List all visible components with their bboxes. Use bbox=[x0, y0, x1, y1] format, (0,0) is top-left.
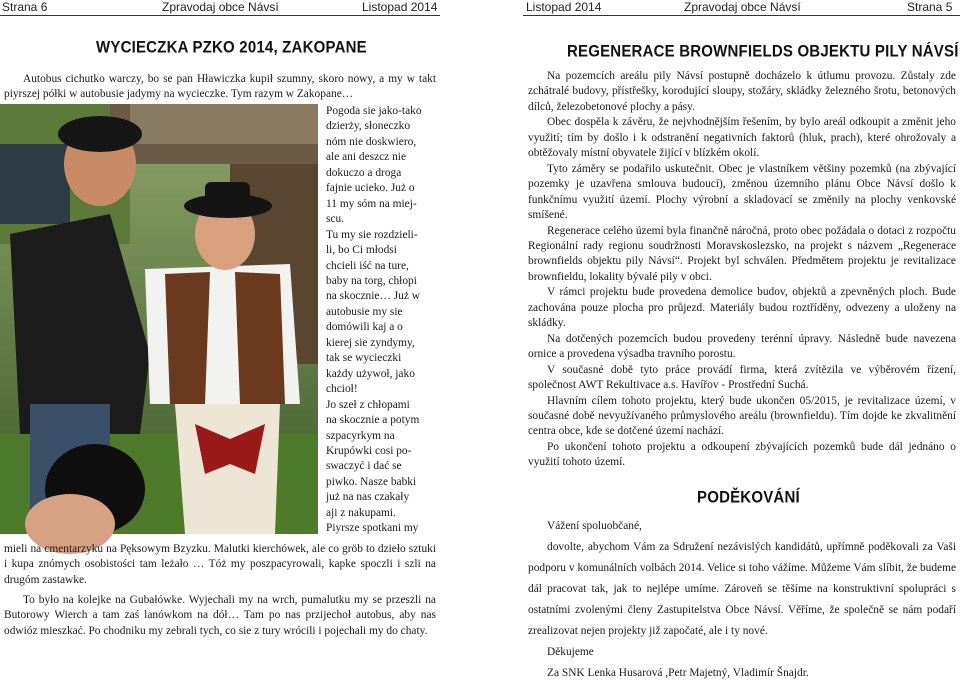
issue-date: Listopad 2014 bbox=[526, 0, 602, 14]
column-line: każdy używoł, jako bbox=[326, 367, 415, 380]
header-rule bbox=[523, 15, 960, 16]
article-title: REGENERACE BROWNFIELDS OBJEKTU PILY NÁVSÍ bbox=[567, 42, 959, 62]
issue-date: Listopad 2014 bbox=[362, 0, 438, 14]
column-line: Jo szeł z chłopami bbox=[326, 398, 410, 411]
running-header bbox=[0, 0, 440, 14]
column-line: chcioł! bbox=[326, 383, 358, 396]
column-line: nóm nie doskwiero, bbox=[326, 135, 417, 148]
article-continuation: mieli na cmentarzyku na Pęksowym Bzyzku. Malutki kierchówek, ale co gröb to dzieło sztuki i kupa znómych osobistości tam leżało … Tóż my poszpacyrowali, kapke spoczli i szli na drugóm zastawke. bbox=[4, 543, 436, 586]
newsletter-page-6 bbox=[0, 0, 440, 657]
article-body bbox=[528, 69, 956, 471]
thanks-body bbox=[528, 516, 956, 684]
article-paragraph: Po ukončení tohoto projektu a odkoupení zbývajících pozemků bude dál jednáno o využití tohoto území. bbox=[528, 440, 956, 469]
article-paragraph: Obec dospěla k závěru, že nejvhodnějším řešením, by bylo areál odkoupit a změnit jeho využití; tím by došlo i k odstranění negativních faktorů (hluk, prach), které ohrožovaly a obtěžovaly místní obyvatele žijící v blízkém okolí. bbox=[528, 116, 956, 160]
publication-name: Zpravodaj obce Návsí bbox=[162, 0, 279, 14]
column-line: już na nas czakały bbox=[326, 491, 410, 504]
column-line: tak se wycieczki bbox=[326, 352, 402, 365]
page-number: Strana 5 bbox=[907, 0, 953, 14]
highlander-photo-image bbox=[0, 104, 318, 534]
article-column bbox=[326, 104, 434, 537]
column-line: piwko. Nasze babki bbox=[326, 475, 417, 488]
article-paragraph: To było na kolejke na Gubałówke. Wyjechali my na wrch, pumalutku my se przeszli na Butorowy Wierch a tam zaś lanówkom na dół… Tam po nas przijechoł autobus, aby nas odwióz mieszkać. Po chodniku my zebrali tych, co sie z tury wrócili i pojechali my do chaty. bbox=[4, 594, 436, 637]
column-line: autobusie my sie bbox=[326, 305, 403, 318]
publication-name: Zpravodaj obce Návsí bbox=[684, 0, 801, 14]
column-line: domówili kaj a o bbox=[326, 321, 403, 334]
thanks-signature: Za SNK Lenka Husarová ,Petr Majetný, Vladimír Šnajdr. bbox=[547, 667, 809, 679]
article-paragraph: Tyto záměry se podařilo uskutečnit. Obec je vlastníkem většiny pozemků (na zbývající pozemky je uzavřena smlouva budoucí), změnou územního plánu Obce Návsí došlo k funkčnímu využití území. Plochy výrobní a skladovací se změnily na plochy venkovské smíšené. bbox=[528, 162, 956, 222]
column-line: Pogoda sie jako-tako bbox=[326, 105, 422, 117]
article-paragraph: Regenerace celého území byla finančně náročná, proto obec požádala o dotaci z rozpočtu Regionální rady regionu soudržnosti Moravskoslezsko, na projekt s názvem „Regenerace brownfields objektu pily Návsí“. Projekt byl schválen. Předmětem projektu je revitalizace brownfieldu, lokality bývalé pily v obci. bbox=[528, 224, 956, 283]
article-photo bbox=[0, 104, 318, 534]
column-line: 11 my sóm na miej- bbox=[326, 197, 417, 210]
column-line: chcieli iść na ture, bbox=[326, 259, 409, 272]
article-paragraph: V současné době tyto práce provádí firma, která zvítězila ve výběrovém řízení, společnost AWT Rekultivace a.s. Havířov - Prostřední Suchá. bbox=[528, 363, 956, 392]
column-line: szpacyrkym na bbox=[326, 429, 395, 442]
column-line: aji z nakupami. bbox=[326, 506, 396, 519]
newsletter-page-5 bbox=[523, 0, 960, 679]
column-line: Piyrsze spotkani my bbox=[326, 522, 419, 535]
column-line: baby na torg, chłopi bbox=[326, 274, 417, 287]
column-line: scu. bbox=[326, 213, 345, 226]
thanks-closing: Děkujeme bbox=[547, 646, 594, 658]
article-title: WYCIECZKA PZKO 2014, ZAKOPANE bbox=[96, 38, 367, 58]
column-line: na skocznie a potym bbox=[326, 414, 420, 427]
column-line: na skocznie… Już w bbox=[326, 290, 420, 303]
article-paragraph: V rámci projektu bude provedena demolice budov, objektů a zpevněných ploch. Bude zachována pouze plocha pro průjezd. Materiály budou roztříděny, odvezeny a uloženy na skládky. bbox=[528, 286, 956, 330]
column-line: kierej sie zyndymy, bbox=[326, 336, 415, 349]
column-line: dokuczo a droga bbox=[326, 166, 402, 179]
column-line: li, bo Ci młodsi bbox=[326, 244, 397, 257]
column-line: dzierży, słoneczko bbox=[326, 120, 411, 133]
article-paragraph: Hlavním cílem tohoto projektu, který bude ukončen 05/2015, je revitalizace území, v současné době nevyužívaného průmyslového areálu (brownfieldu). Tím dojde ke zkvalitnění centra obce, kde se dotčené území nachází. bbox=[528, 394, 956, 438]
thanks-greeting: Vážení spoluobčané, bbox=[547, 520, 642, 532]
thanks-paragraph: dovolte, abychom Vám za Sdružení nezávislých kandidátů, upřímně poděkovali za Vaši podporu v komunálních volbách 2014. Velice si toho vážíme. Můžeme Vám slíbit, že budeme dál pracovat tak, jak to nejlépe umíme. Zároveň se těšíme na konstruktivní spolupráci s ostatními zvolenými členy Zastupitelstva Obce Návsí. Věříme, že společně se nám podaří zrealizovat nejen projekty již započaté, ale i ty nové. bbox=[528, 541, 956, 637]
article-paragraph: Na pozemcích areálu pily Návsí postupně docházelo k útlumu provozu. Zůstaly zde zchátralé budovy, přístřešky, korodující sloupy, stožáry, skládky železného šrotu, betonových dílců, železobetonové plochy a pásy. bbox=[528, 70, 956, 113]
column-line: Krupówki cosi po- bbox=[326, 444, 412, 457]
column-line: ale ani deszcz nie bbox=[326, 151, 407, 164]
column-line: swaczyć i dać se bbox=[326, 460, 402, 473]
column-line: fajnie ucieko. Już o bbox=[326, 182, 415, 195]
article-intro: Autobus cichutko warczy, bo se pan Hławiczka kupił szumny, skoro nowy, a my w takt piyrszej półki w autobusie jadymy na wycieczke. Tym razym w Zakopane… bbox=[4, 73, 436, 101]
article-paragraph: Na dotčených pozemcích budou provedeny terénní úpravy. Následně bude navezena ornice a provedena výsadba travního porostu. bbox=[528, 332, 956, 361]
column-line: Tu my sie rozdzieli- bbox=[326, 228, 418, 241]
header-rule bbox=[0, 15, 440, 16]
running-header bbox=[523, 0, 960, 14]
thanks-title: PODĚKOVÁNÍ bbox=[697, 488, 800, 508]
page-number: Strana 6 bbox=[2, 0, 48, 14]
